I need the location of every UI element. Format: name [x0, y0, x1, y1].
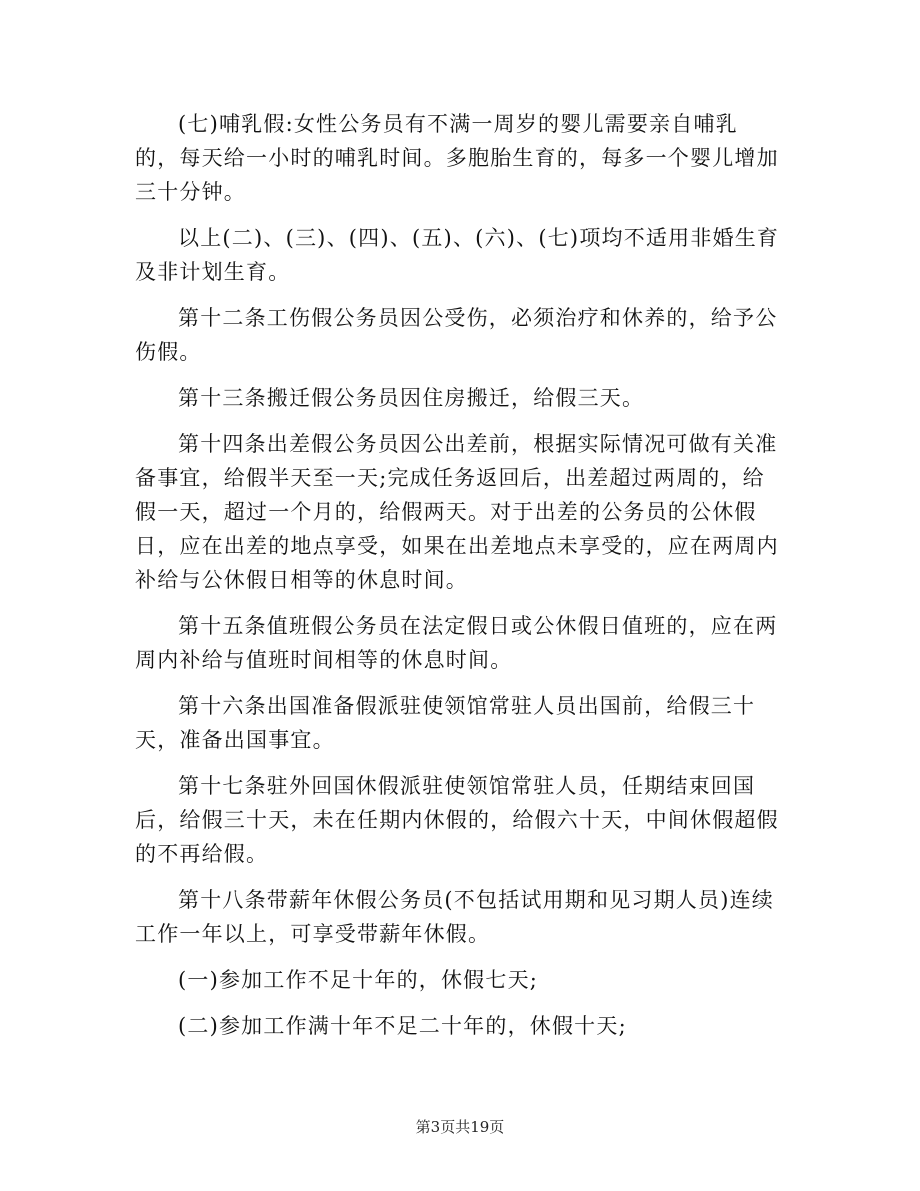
paragraph-item-1: (一)参加工作不足十年的，休假七天; [178, 968, 539, 992]
document-body [135, 107, 780, 1055]
paragraph-article-13: 第十三条搬迁假公务员因住房搬迁，给假三天。 [178, 386, 645, 410]
paragraph-article-18: 第十八条带薪年休假公务员(不包括试用期和见习期人员)连续工作一年以上，可享受带薪年休假。 [135, 888, 774, 946]
page-number-footer: 第3页共19页 [415, 1118, 505, 1136]
paragraph-nursing-leave: (七)哺乳假:女性公务员有不满一周岁的婴儿需要亲自哺乳的，每天给一小时的哺乳时间。多胞胎生育的，每多一个婴儿增加三十分钟。 [135, 112, 779, 204]
paragraph-article-17: 第十七条驻外回国休假派驻使领馆常驻人员，任期结束回国后，给假三十天，未在任期内休假的，给假六十天，中间休假超假的不再给假。 [135, 774, 779, 866]
paragraph-non-applicability: 以上(二)、(三)、(四)、(五)、(六)、(七)项均不适用非婚生育及非计划生育。 [135, 226, 780, 284]
paragraph-article-12: 第十二条工伤假公务员因公受伤，必须治疗和休养的，给予公伤假。 [135, 306, 778, 364]
paragraph-item-2: (二)参加工作满十年不足二十年的，休假十天; [178, 1014, 627, 1038]
paragraph-article-16: 第十六条出国准备假派驻使领馆常驻人员出国前，给假三十天，准备出国事宜。 [135, 694, 756, 752]
paragraph-article-15: 第十五条值班假公务员在法定假日或公休假日值班的，应在两周内补给与值班时间相等的休息时间。 [135, 614, 778, 672]
paragraph-article-14: 第十四条出差假公务员因公出差前，根据实际情况可做有关准备事宜，给假半天至一天;完成任务返回后，出差超过两周的，给假一天，超过一个月的，给假两天。对于出差的公务员的公休假日，应在出差的地点享受，如果在出差地点未享受的，应在两周内补给与公休假日相等的休息时间。 [135, 432, 779, 592]
